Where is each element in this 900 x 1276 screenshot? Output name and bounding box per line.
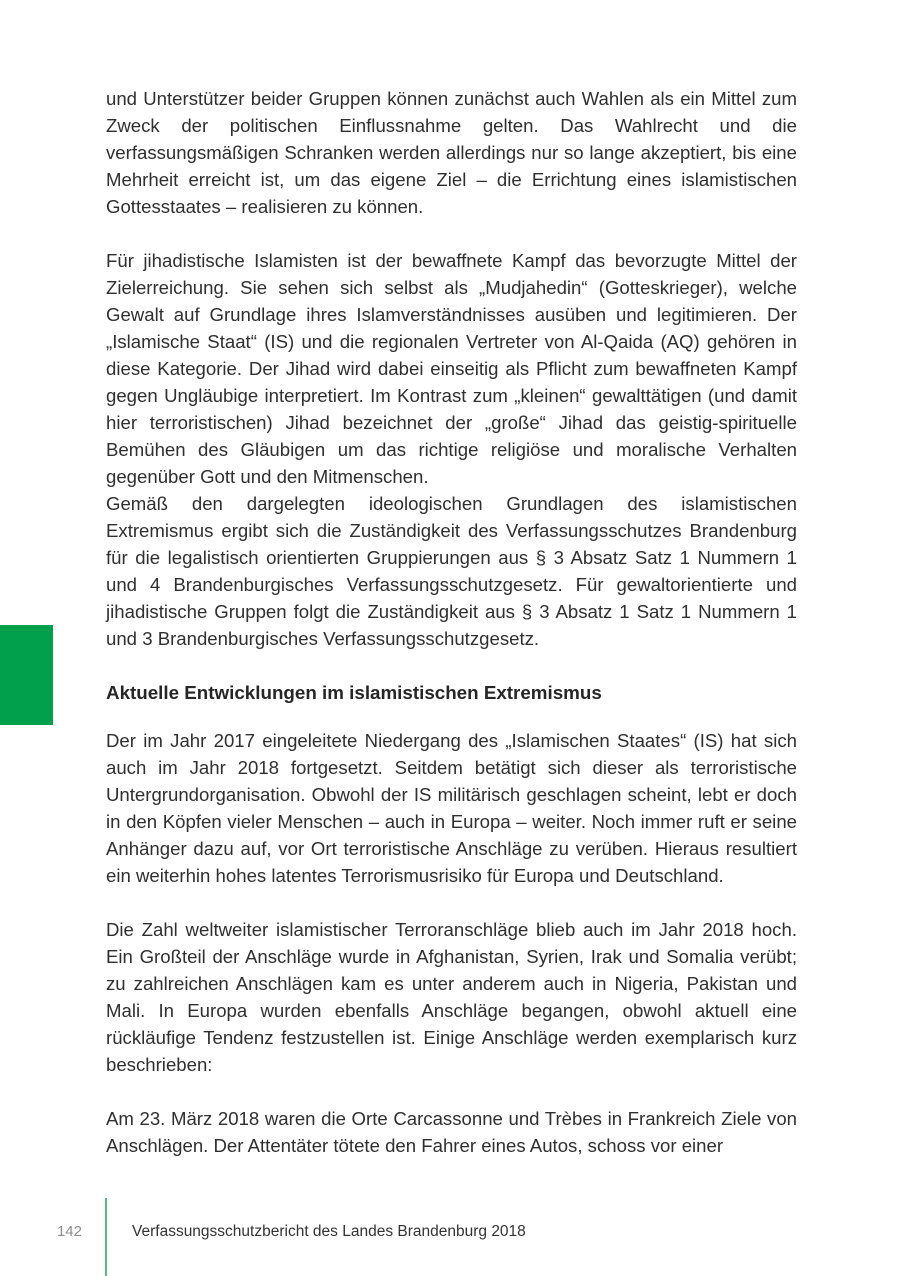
body-paragraph: Für jihadistische Islamisten ist der bewaffnete Kampf das bevorzugte Mittel der Zielerreichung. Sie sehen sich selbst als „Mudjahedin“ (Gotteskrieger), welche Gewalt auf Grundlage ihres Islamverständnisses ausüben und legitimieren. Der „Islamische Staat“ (IS) und die regionalen Vertreter von Al-Qaida (AQ) gehören in diese Kategorie. Der Jihad wird dabei einseitig als Pflicht zum bewaffneten Kampf gegen Ungläubige interpretiert. Im Kontrast zum „kleinen“ gewalttätigen (und damit hier terroristischen) Jihad bezeichnet der „große“ Jihad das geistig-spirituelle Bemühen des Gläubigen um das richtige religiöse und moralische Verhalten gegenüber Gott und den Mitmenschen.	[106, 250, 797, 487]
chapter-marker-tab	[0, 625, 53, 725]
body-paragraph: Die Zahl weltweiter islamistischer Terroranschläge blieb auch im Jahr 2018 hoch. Ein Großteil der Anschläge wurde in Afghanistan, Syrien, Irak und Somalia verübt; zu zahlreichen Anschlägen kam es unter anderem auch in Nigeria, Pakistan und Mali. In Europa wurden ebenfalls Anschläge begangen, obwohl aktuell eine rückläufige Tendenz festzustellen ist. Einige Anschläge werden exemplarisch kurz beschrieben:	[106, 919, 797, 1075]
body-paragraph: Gemäß den dargelegten ideologischen Grundlagen des islamistischen Extremismus ergibt sich die Zuständigkeit des Verfassungsschutzes Brandenburg für die legalistisch orientierten Gruppierungen aus § 3 Absatz Satz 1 Nummern 1 und 4 Brandenburgisches Verfassungsschutzgesetz. Für gewaltorientierte und jihadistische Gruppen folgt die Zuständigkeit aus § 3 Absatz 1 Satz 1 Nummern 1 und 3 Brandenburgisches Verfassungsschutzgesetz.	[106, 493, 797, 649]
footer-divider-rule	[105, 1198, 107, 1276]
body-paragraph: Der im Jahr 2017 eingeleitete Niedergang des „Islamischen Staates“ (IS) hat sich auch im Jahr 2018 fortgesetzt. Seitdem betätigt sich dieser als terroristische Untergrundorganisation. Obwohl der IS militärisch geschlagen scheint, lebt er doch in den Köpfen vieler Menschen – auch in Europa – weiter. Noch immer ruft er seine Anhänger dazu auf, vor Ort terroristische Anschläge zu verüben. Hieraus resultiert ein weiterhin hohes latentes Terrorismusrisiko für Europa und Deutschland.	[106, 730, 797, 886]
page-number: 142	[56, 1223, 82, 1240]
body-paragraph: und Unterstützer beider Gruppen können zunächst auch Wahlen als ein Mittel zum Zweck der politischen Einflussnahme gelten. Das Wahlrecht und die verfassungsmäßigen Schranken werden allerdings nur so lange akzeptiert, bis eine Mehrheit erreicht ist, um das eigene Ziel – die Errichtung eines islamistischen Gottesstaates – realisieren zu können.	[106, 88, 797, 217]
page-body	[106, 85, 797, 1186]
footer-report-title: Verfassungsschutzbericht des Landes Brandenburg 2018	[132, 1223, 526, 1240]
section-heading: Aktuelle Entwicklungen im islamistischen Extremismus	[106, 682, 602, 703]
body-paragraph: Am 23. März 2018 waren die Orte Carcassonne und Trèbes in Frankreich Ziele von Anschlägen. Der Attentäter tötete den Fahrer eines Autos, schoss vor einer	[106, 1108, 797, 1156]
